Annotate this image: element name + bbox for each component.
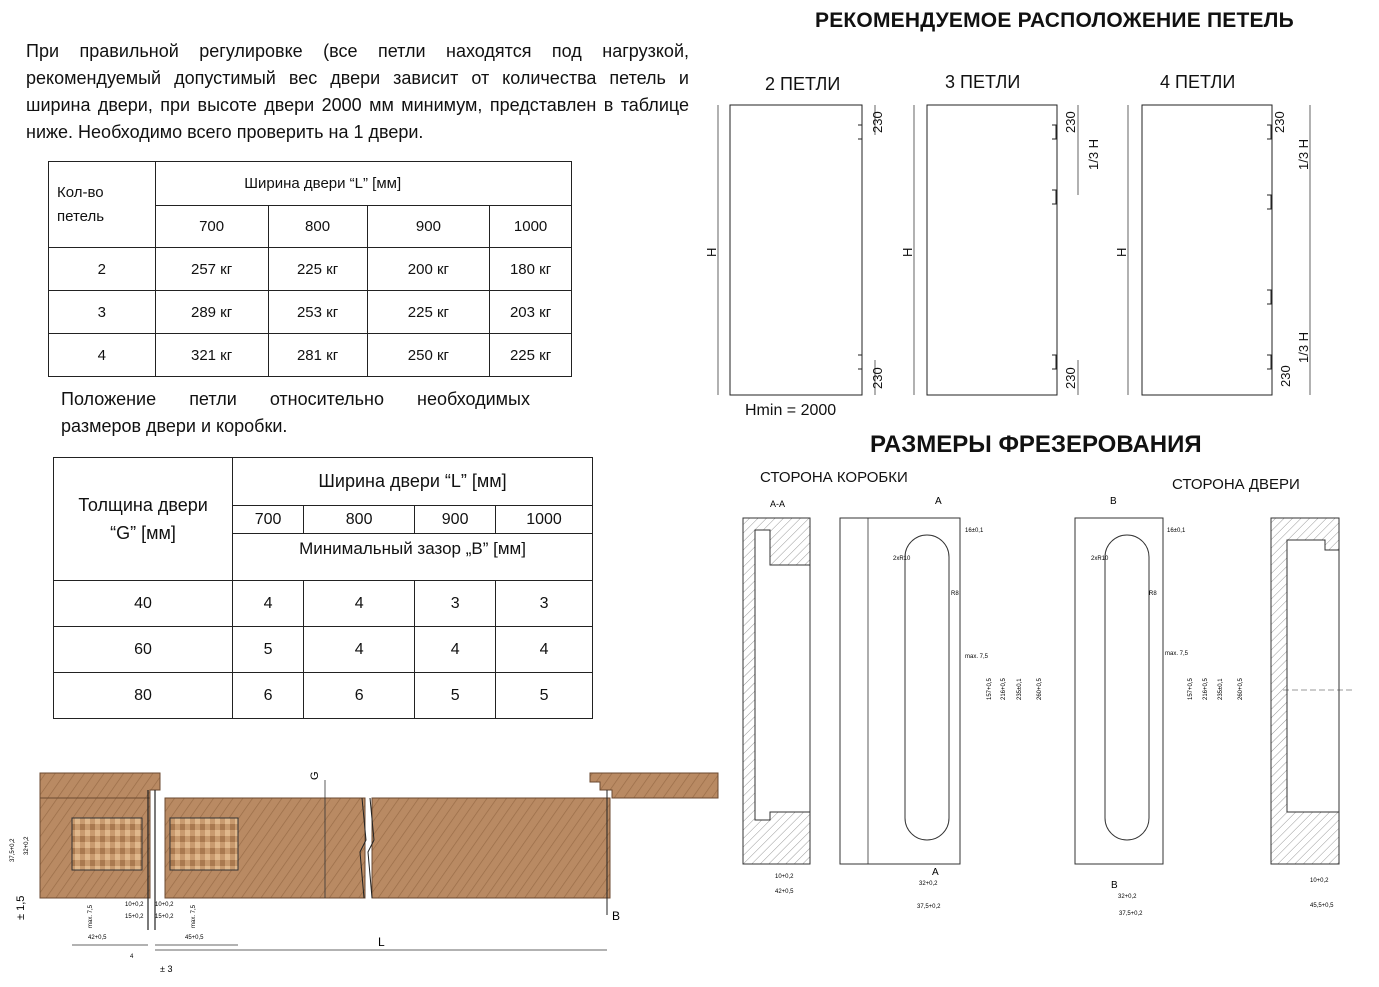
dim-10-left-label: 10+0,2 <box>125 902 144 908</box>
intro-paragraph: При правильной регулировке (все петли находятся под нагрузкой, рекомендуемый допустимый вес двери зависит от количества петель и ширина двери, при высоте двери 2000 мм минимум, представлен в таблице ниже. Необходимо всего проверить на 1 двери. <box>26 41 689 142</box>
h-label-2: H <box>704 247 719 257</box>
b-label: B <box>612 909 621 923</box>
frame-section-cutout <box>755 530 810 820</box>
dim-230-bot-4: 230 <box>1278 365 1293 387</box>
dim-15-right-label: 15+0,2 <box>155 914 174 920</box>
table1-cell: 253 кг <box>268 291 367 334</box>
table-row <box>49 248 572 291</box>
door-leaf-right <box>372 798 610 898</box>
frame-dim-260: 260+0,5 <box>1037 678 1043 700</box>
frame-dim-r8: R8 <box>951 591 959 597</box>
frame-left-top <box>40 773 160 798</box>
h-label-3: H <box>900 247 915 257</box>
table2-cell: 4 <box>304 627 415 673</box>
table1-cell: 257 кг <box>155 248 268 291</box>
frame-dim-max75: max. 7,5 <box>965 654 989 660</box>
table1-width: 1000 <box>490 206 572 248</box>
hinge-layout-drawings <box>700 95 1350 405</box>
hinge-block-frame <box>72 818 142 870</box>
frame-dim-32: 32+0,2 <box>919 881 938 887</box>
dim-230-top-4: 230 <box>1272 111 1287 133</box>
b-bottom-label: B <box>1111 880 1118 891</box>
table2-width: 800 <box>304 506 415 534</box>
door-4-outline <box>1142 105 1272 395</box>
frame-dim-375: 37,5+0,2 <box>917 904 941 910</box>
table1-cell: 250 кг <box>367 334 490 377</box>
door-dim-r8: R8 <box>1149 591 1157 597</box>
table2-cell: 4 <box>496 627 593 673</box>
table2-width: 1000 <box>496 506 593 534</box>
door-dim-260: 260+0,5 <box>1238 678 1244 700</box>
recommended-title: РЕКОМЕНДУЕМОЕ РАСПОЛОЖЕНИЕ ПЕТЕЛЬ <box>815 9 1294 32</box>
table1-cell: 225 кг <box>268 248 367 291</box>
dim-230-bot-2: 230 <box>870 367 885 389</box>
table2-cell: 3 <box>496 581 593 627</box>
l-label: L <box>378 935 385 949</box>
table2-cell: 4 <box>233 581 304 627</box>
table-row <box>54 581 593 627</box>
frame-side-label: СТОРОНА КОРОБКИ <box>760 469 908 486</box>
position-paragraph: Положение петли относительно необходимых размеров двери и коробки. <box>61 389 530 436</box>
table1-cell: 180 кг <box>490 248 572 291</box>
table2-gap-header: Минимальный зазор „B” [мм] <box>233 534 593 581</box>
frame-dim-2r10: 2xR10 <box>893 556 911 562</box>
hinge-marks-2 <box>858 125 862 369</box>
max75-right-label: max. 7,5 <box>191 904 197 928</box>
table1-cell: 289 кг <box>155 291 268 334</box>
load-table <box>48 161 572 377</box>
pm15-label: ± 1,5 <box>15 895 27 920</box>
table1-hinges: 3 <box>49 291 156 334</box>
table2-cell: 5 <box>415 673 496 719</box>
table1-width-header: Ширина двери “L” [мм] <box>155 162 489 206</box>
table1-cell: 321 кг <box>155 334 268 377</box>
table1-width: 900 <box>367 206 490 248</box>
milling-title: РАЗМЕРЫ ФРЕЗЕРОВАНИЯ <box>870 431 1202 458</box>
table-row <box>54 627 593 673</box>
table2-cell: 4 <box>304 581 415 627</box>
three-hinges-label: 3 ПЕТЛИ <box>945 72 1021 92</box>
door-dim-157: 157+0,5 <box>1188 678 1194 700</box>
frame-dim-42: 42+0,5 <box>775 889 794 895</box>
two-hinges-label: 2 ПЕТЛИ <box>765 74 841 94</box>
door-mortise <box>1105 535 1149 840</box>
door-dim-max75: max. 7,5 <box>1165 651 1189 657</box>
table1-width: 800 <box>268 206 367 248</box>
door-dim-32: 32+0,2 <box>1118 894 1137 900</box>
hinge-marks-4 <box>1267 125 1271 369</box>
hinge-block-door <box>170 818 238 870</box>
table2-width: 700 <box>233 506 304 534</box>
table2-thickness-header: Толщина двери “G” [мм] <box>54 458 233 581</box>
table2-cell: 6 <box>304 673 415 719</box>
pm3-label: ± 3 <box>160 964 173 974</box>
table2-thickness: 60 <box>54 627 233 673</box>
door-dim-455: 45,5+0,5 <box>1310 903 1334 909</box>
table2-cell: 5 <box>233 627 304 673</box>
door-dim-16: 16±0,1 <box>1167 528 1186 534</box>
g-label: G <box>309 771 321 780</box>
dim-45-label: 45+0,5 <box>185 935 204 941</box>
table1-hinges: 2 <box>49 248 156 291</box>
table1-width-header-pad <box>490 162 572 206</box>
four-hinges-label: 4 ПЕТЛИ <box>1160 72 1236 92</box>
table1-cell: 200 кг <box>367 248 490 291</box>
frame-dim-235: 235±0,1 <box>1017 678 1023 700</box>
max75-left-label: max. 7,5 <box>88 904 94 928</box>
frame-dim-16: 16±0,1 <box>965 528 984 534</box>
dim-third-4-bot: 1/3 H <box>1296 331 1311 363</box>
table2-cell: 5 <box>496 673 593 719</box>
door-side-label: СТОРОНА ДВЕРИ <box>1172 476 1300 493</box>
table-row <box>54 673 593 719</box>
door-2-outline <box>730 105 862 395</box>
frame-right <box>590 773 718 798</box>
dim-third-3: 1/3 H <box>1086 138 1101 170</box>
frame-dim-10: 10+0,2 <box>775 874 794 880</box>
section-label: A-A <box>770 499 786 509</box>
table2-thickness: 40 <box>54 581 233 627</box>
four-label: 4 <box>130 954 134 960</box>
milling-drawings <box>735 490 1365 920</box>
table1-cell: 225 кг <box>490 334 572 377</box>
a-top-label: A <box>935 496 942 507</box>
table2-cell: 6 <box>233 673 304 719</box>
table2-width: 900 <box>415 506 496 534</box>
b-top-label: B <box>1110 496 1117 507</box>
door-dim-375: 37,5+0,2 <box>1119 911 1143 917</box>
door-dim-235: 235±0,1 <box>1218 678 1224 700</box>
dim-230-top-3: 230 <box>1063 111 1078 133</box>
table-row <box>49 334 572 377</box>
frame-dim-216: 216+0,5 <box>1001 678 1007 700</box>
gap-table <box>53 457 593 719</box>
table1-hinges-header: Кол-во петель <box>49 162 156 248</box>
door-section-cutout <box>1287 540 1339 812</box>
table2-width-header: Ширина двери “L” [мм] <box>233 458 593 506</box>
hinge-marks-3 <box>1052 125 1056 369</box>
frame-mortise <box>905 535 949 840</box>
dim-third-4-top: 1/3 H <box>1296 138 1311 170</box>
h-label-4: H <box>1114 247 1129 257</box>
table2-cell: 4 <box>415 627 496 673</box>
dim-230-bot-3: 230 <box>1063 367 1078 389</box>
dim-10-right-label: 10+0,2 <box>155 902 174 908</box>
frame-dim-157: 157+0,5 <box>987 678 993 700</box>
dim-42-label: 42+0,5 <box>88 935 107 941</box>
a-bottom-label: A <box>932 867 939 878</box>
table1-cell: 281 кг <box>268 334 367 377</box>
table-row <box>49 291 572 334</box>
table1-hinges: 4 <box>49 334 156 377</box>
table1-width: 700 <box>155 206 268 248</box>
hmin-label: Hmin = 2000 <box>745 402 837 419</box>
dim-230-top-2: 230 <box>870 111 885 133</box>
door-dim-10: 10+0,2 <box>1310 878 1329 884</box>
dim-15-left-label: 15+0,2 <box>125 914 144 920</box>
door-3-outline <box>927 105 1057 395</box>
dim-32-label: 32+0,2 <box>24 836 30 855</box>
dim-375-label: 37,5+0,2 <box>10 838 16 862</box>
door-dim-2r10: 2xR10 <box>1091 556 1109 562</box>
door-dim-216: 216+0,5 <box>1203 678 1209 700</box>
table2-thickness: 80 <box>54 673 233 719</box>
table2-cell: 3 <box>415 581 496 627</box>
table1-cell: 225 кг <box>367 291 490 334</box>
table1-cell: 203 кг <box>490 291 572 334</box>
hinge-section-drawing <box>0 740 730 985</box>
